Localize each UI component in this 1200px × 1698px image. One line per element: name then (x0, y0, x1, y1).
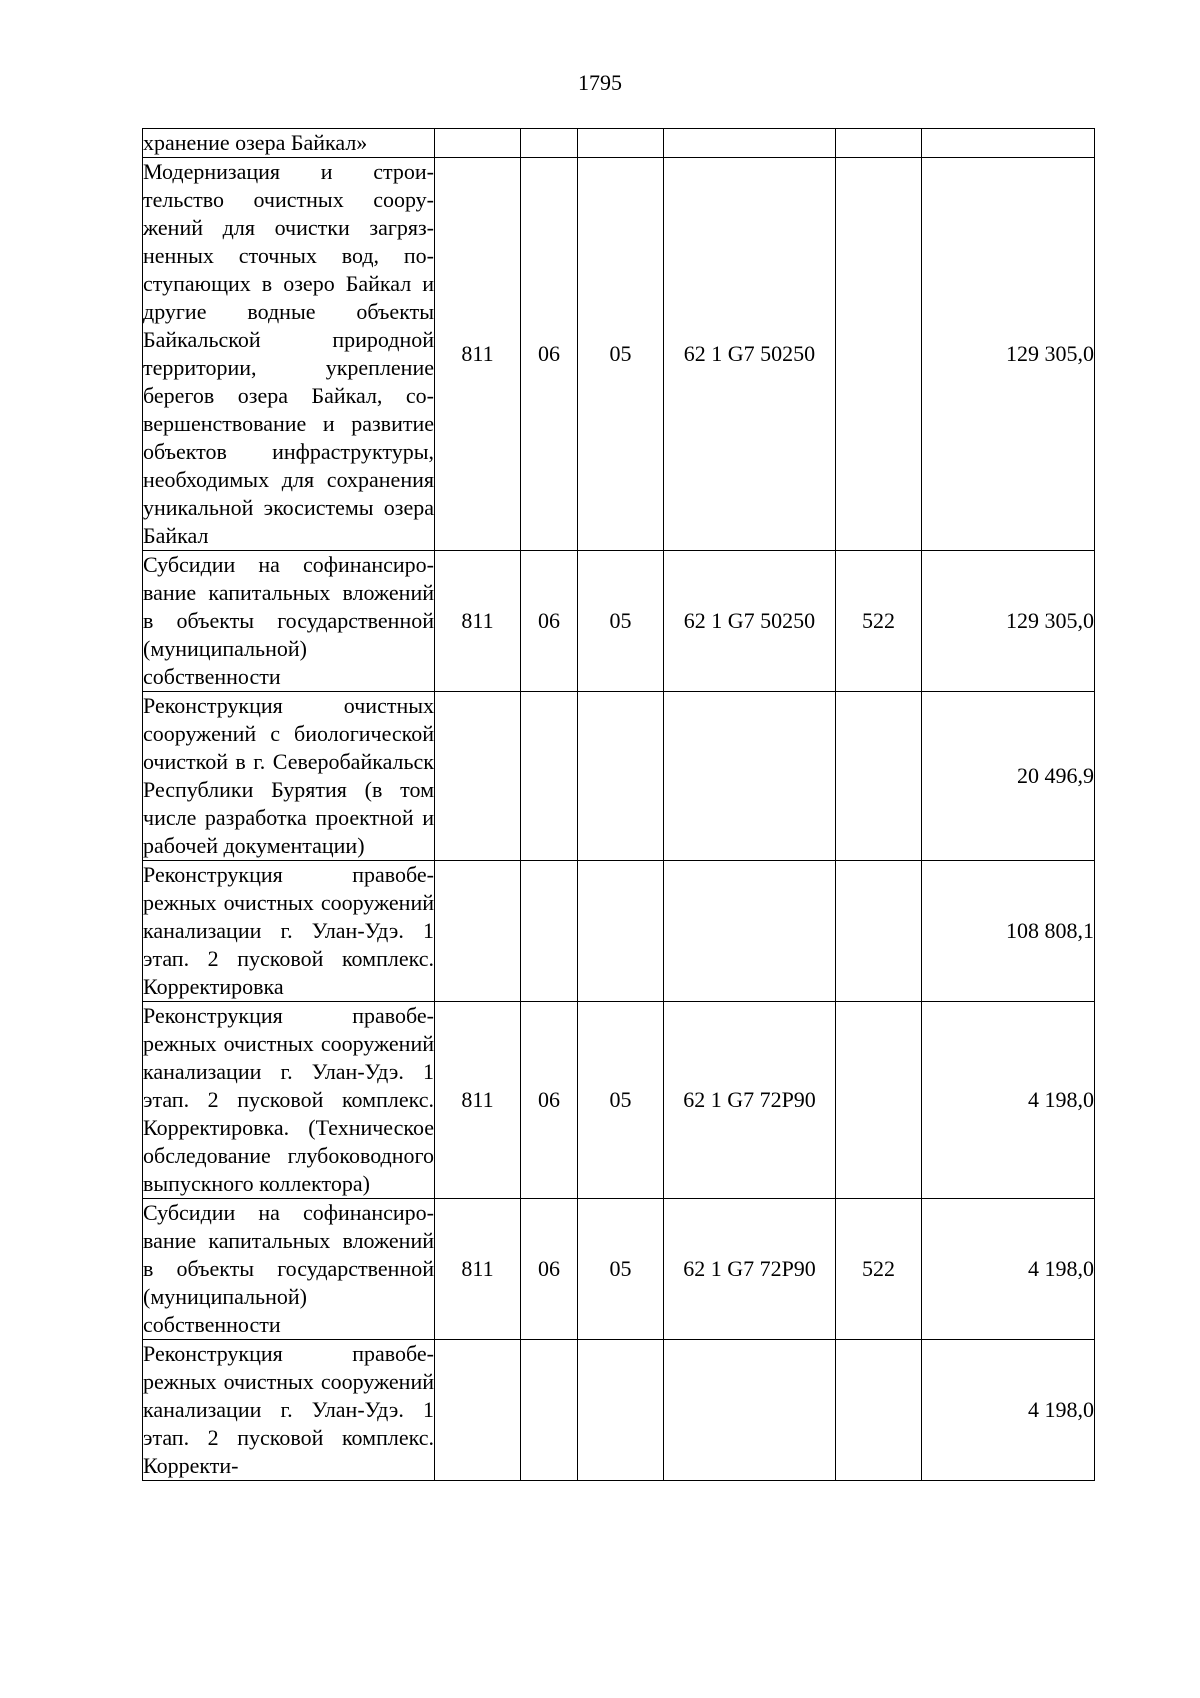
table-row (143, 1199, 1095, 1340)
expense-type-code (836, 1002, 922, 1199)
subsection-code (578, 861, 664, 1002)
expense-type-code (836, 692, 922, 861)
row-name: Реконструкция правобережных очистных сооружений канализации г. Улан-Удэ. 1 этап. 2 пусковой комплекс. Корректи- (143, 1340, 435, 1481)
expense-type-code: 522 (836, 551, 922, 692)
expense-type-code (836, 861, 922, 1002)
subsection-code (578, 129, 664, 158)
ministry-code (435, 692, 521, 861)
expense-type-code: 522 (836, 1199, 922, 1340)
subsection-code: 05 (578, 551, 664, 692)
row-name: Субсидии на софинансирование капитальных вложений в объекты государственной (муниципальной) собственности (143, 1199, 435, 1340)
subsection-code (578, 1340, 664, 1481)
amount: 129 305,0 (922, 551, 1095, 692)
section-code: 06 (521, 1002, 578, 1199)
budget-table (142, 128, 1095, 1481)
section-code (521, 692, 578, 861)
target-article-code (664, 1340, 836, 1481)
section-code (521, 129, 578, 158)
ministry-code: 811 (435, 1002, 521, 1199)
ministry-code (435, 1340, 521, 1481)
amount: 108 808,1 (922, 861, 1095, 1002)
target-article-code: 62 1 G7 50250 (664, 551, 836, 692)
section-code: 06 (521, 1199, 578, 1340)
subsection-code: 05 (578, 158, 664, 551)
target-article-code (664, 861, 836, 1002)
ministry-code: 811 (435, 158, 521, 551)
subsection-code: 05 (578, 1002, 664, 1199)
row-name: Реконструкция очистных сооружений с биологической очисткой в г. Северобайкальск Республики Бурятия (в том числе разработка проектной и рабочей документации) (143, 692, 435, 861)
table-row (143, 129, 1095, 158)
subsection-code: 05 (578, 1199, 664, 1340)
row-name: Модернизация и строительство очистных сооружений для очистки загрязненных сточных вод, поступающих в озеро Байкал и другие водные объекты Байкальской природной территории, укрепление берегов озера Байкал, совершенствование и развитие объектов инфраструктуры, необходимых для сохранения уникальной экосистемы озера Байкал (143, 158, 435, 551)
table-row (143, 551, 1095, 692)
table-row (143, 1340, 1095, 1481)
expense-type-code (836, 1340, 922, 1481)
amount: 4 198,0 (922, 1340, 1095, 1481)
table-row (143, 861, 1095, 1002)
expense-type-code (836, 158, 922, 551)
row-name: Реконструкция правобережных очистных сооружений канализации г. Улан-Удэ. 1 этап. 2 пусковой комплекс. Корректировка (143, 861, 435, 1002)
ministry-code: 811 (435, 1199, 521, 1340)
section-code (521, 861, 578, 1002)
table-row (143, 158, 1095, 551)
table-row (143, 1002, 1095, 1199)
table-row (143, 692, 1095, 861)
amount (922, 129, 1095, 158)
amount: 129 305,0 (922, 158, 1095, 551)
amount: 4 198,0 (922, 1002, 1095, 1199)
ministry-code (435, 861, 521, 1002)
subsection-code (578, 692, 664, 861)
page-number: 1795 (578, 70, 622, 95)
amount: 4 198,0 (922, 1199, 1095, 1340)
row-name: Субсидии на софинансирование капитальных вложений в объекты государственной (муниципальной) собственности (143, 551, 435, 692)
section-code (521, 1340, 578, 1481)
target-article-code (664, 129, 836, 158)
section-code: 06 (521, 158, 578, 551)
target-article-code (664, 692, 836, 861)
section-code: 06 (521, 551, 578, 692)
expense-type-code (836, 129, 922, 158)
row-name: хранение озера Байкал» (143, 129, 435, 158)
ministry-code: 811 (435, 551, 521, 692)
row-name: Реконструкция правобережных очистных сооружений канализации г. Улан-Удэ. 1 этап. 2 пусковой комплекс. Корректировка. (Техническое обследование глубоководного выпускного коллектора) (143, 1002, 435, 1199)
target-article-code: 62 1 G7 72P90 (664, 1002, 836, 1199)
ministry-code (435, 129, 521, 158)
target-article-code: 62 1 G7 72P90 (664, 1199, 836, 1340)
target-article-code: 62 1 G7 50250 (664, 158, 836, 551)
amount: 20 496,9 (922, 692, 1095, 861)
